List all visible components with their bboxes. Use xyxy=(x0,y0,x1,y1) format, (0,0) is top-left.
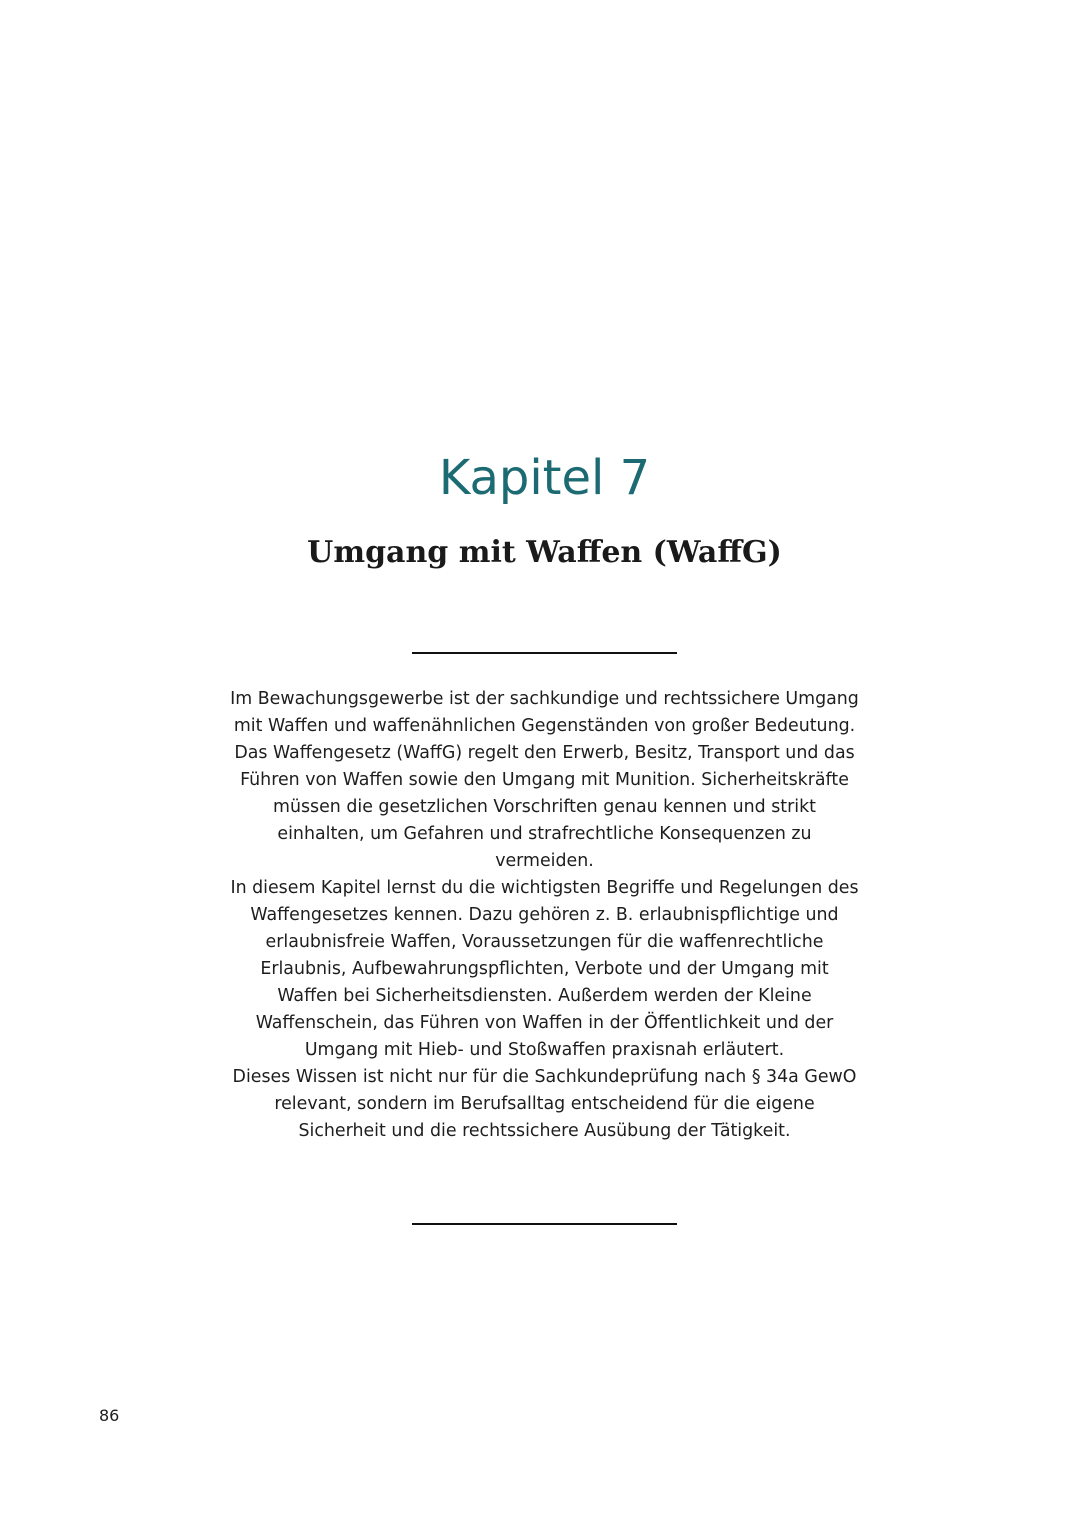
chapter-subtitle: Umgang mit Waffen (WaffG) xyxy=(307,534,782,570)
intro-paragraph: In diesem Kapitel lernst du die wichtigsten Begriffe und Regelungen des Waffengesetzes kennen. Dazu gehören z. B. erlaubnispflichtige und erlaubnisfreie Waffen, Voraussetzungen für die waffenrechtliche Erlaubnis, Aufbewahrungspflichten, Verbote und der Umgang mit Waffen bei Sicherheitsdiensten. Außerdem werden der Kleine Waffenschein, das Führen von Waffen in der Öffentlichkeit und der Umgang mit Hieb- und Stoßwaffen praxisnah erläutert. xyxy=(230,878,859,1060)
page-number: 86 xyxy=(99,1406,120,1425)
bottom-divider xyxy=(412,1223,677,1225)
top-divider xyxy=(412,652,677,654)
chapter-title: Kapitel 7 xyxy=(438,450,651,507)
intro-paragraph: Dieses Wissen ist nicht nur für die Sachkundeprüfung nach § 34a GewO relevant, sondern im Berufsalltag entscheidend für die eigene Sicherheit und die rechtssichere Ausübung der Tätigkeit. xyxy=(232,1067,857,1141)
intro-paragraph: Im Bewachungsgewerbe ist der sachkundige und rechtssichere Umgang mit Waffen und waffenähnlichen Gegenständen von großer Bedeutung. xyxy=(230,689,859,736)
chapter-intro xyxy=(230,686,859,1145)
intro-paragraph: Das Waffengesetz (WaffG) regelt den Erwerb, Besitz, Transport und das Führen von Waffen sowie den Umgang mit Munition. Sicherheitskräfte müssen die gesetzlichen Vorschriften genau kennen und strikt einhalten, um Gefahren und strafrechtliche Konsequenzen zu vermeiden. xyxy=(234,743,855,871)
